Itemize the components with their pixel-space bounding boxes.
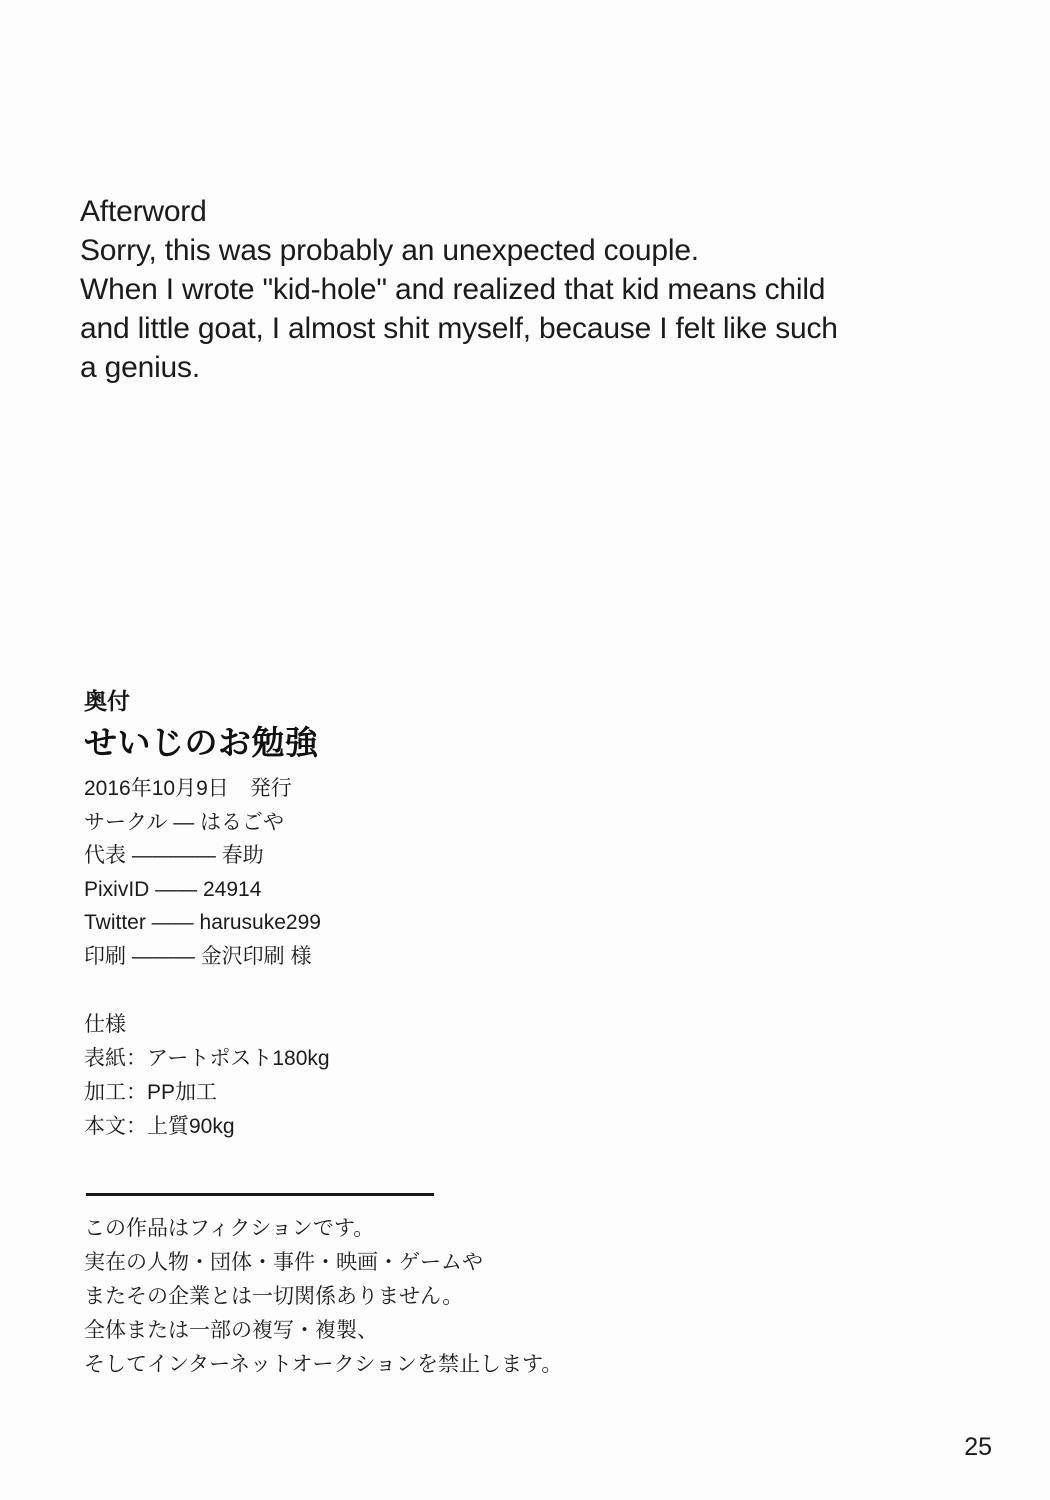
specification-section: [84, 1008, 704, 1144]
disclaimer-line-2: 実在の人物・団体・事件・映画・ゲームや: [84, 1251, 483, 1274]
disclaimer-line-5: そしてインターネットオークションを禁止します。: [84, 1353, 563, 1376]
afterword-line-4: a genius.: [80, 351, 200, 384]
spec-cover: 表紙：アートポスト180kg: [84, 1047, 330, 1070]
colophon-printer: 印刷 ――― 金沢印刷 様: [84, 944, 312, 968]
horizontal-rule: [86, 1193, 434, 1196]
afterword-line-3: and little goat, I almost shit myself, because I felt like such: [80, 312, 838, 345]
afterword-section: [80, 192, 960, 387]
colophon-circle: サークル ― はるごや: [84, 810, 285, 834]
spec-body-paper: 本文：上質90kg: [84, 1115, 235, 1138]
spec-finishing: 加工：PP加工: [84, 1081, 218, 1104]
disclaimer-line-4: 全体または一部の複写・複製、: [84, 1319, 378, 1342]
colophon-title: せいじのお勉強: [84, 724, 319, 761]
afterword-line-1: Sorry, this was probably an unexpected couple.: [80, 234, 699, 267]
disclaimer-line-1: この作品はフィクションです。: [84, 1217, 375, 1240]
colophon-heading: 奥付: [84, 688, 130, 714]
afterword-heading: Afterword: [80, 195, 207, 228]
disclaimer-section: [84, 1212, 784, 1382]
page-number: 25: [964, 1433, 992, 1461]
disclaimer-line-3: またその企業とは一切関係ありません。: [84, 1285, 464, 1308]
spec-heading: 仕様: [84, 1013, 126, 1036]
colophon-publication-date: 2016年10月9日 発行: [84, 777, 292, 800]
afterword-line-2: When I wrote "kid-hole" and realized that kid means child: [80, 273, 826, 306]
colophon-twitter: Twitter ―― harusuke299: [84, 911, 321, 934]
colophon-credits: [84, 772, 704, 973]
colophon-section: [84, 686, 704, 973]
colophon-pixiv-id: PixivID ―― 24914: [84, 877, 262, 901]
colophon-representative: 代表 ―――― 春助: [84, 844, 264, 867]
